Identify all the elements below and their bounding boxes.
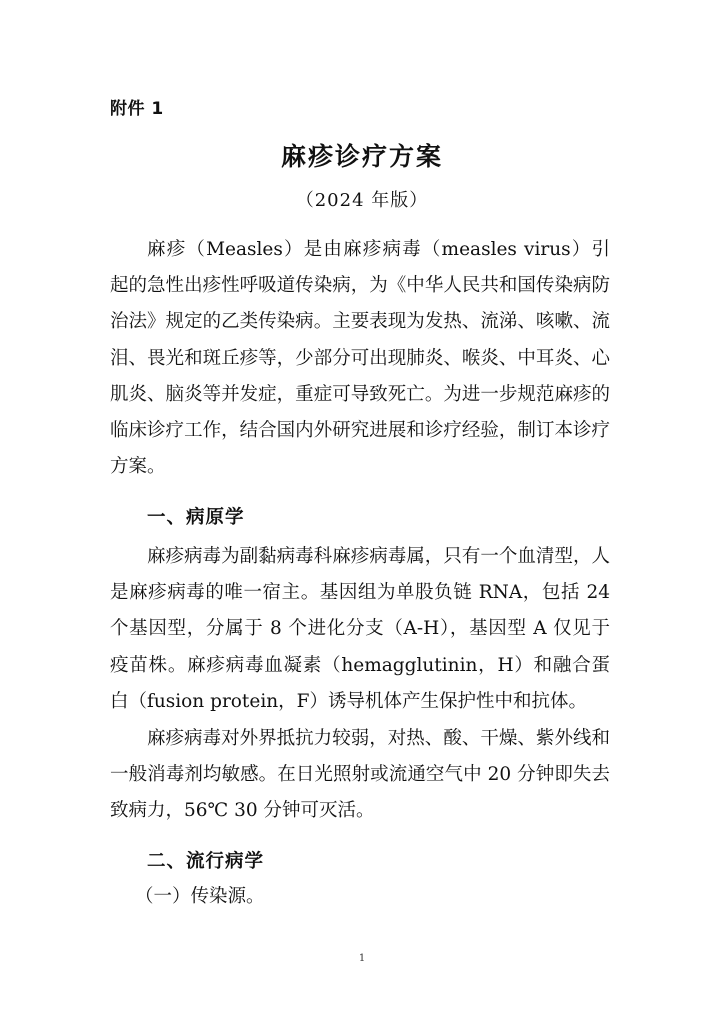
section-heading-pathogen: 一、病原学 — [147, 507, 245, 528]
document-edition: （2024 年版） — [295, 190, 429, 211]
section-heading-epidemiology: 二、流行病学 — [147, 851, 265, 872]
pathogen-paragraph-1: 麻疹病毒为副黏病毒科麻疹病毒属，只有一个血清型，人是麻疹病毒的唯一宿主。基因组为单股负链 RNA，包括 24 个基因型，分属于 8 个进化分支（A-H），基因型 A 仅见于疫苗株。麻疹病毒血凝素（hemagglutinin，H）和融合蛋白（fusion protein，F）诱导机体产生保护性中和抗体。 — [110, 546, 610, 712]
pathogen-paragraph-2: 麻疹病毒对外界抵抗力较弱，对热、酸、干燥、紫外线和一般消毒剂均敏感。在日光照射或流通空气中 20 分钟即失去致病力，56℃ 30 分钟可灭活。 — [110, 728, 610, 822]
subheading-infection-source: （一）传染源。 — [135, 886, 265, 907]
document-title: 麻疹诊疗方案 — [280, 142, 443, 171]
intro-paragraph: 麻疹（Measles）是由麻疹病毒（measles virus）引起的急性出疹性呼吸道传染病，为《中华人民共和国传染病防治法》规定的乙类传染病。主要表现为发热、流涕、咳嗽、流泪、畏光和斑丘疹等，少部分可出现肺炎、喉炎、中耳炎、心肌炎、脑炎等并发症，重症可导致死亡。为进一步规范麻疹的临床诊疗工作，结合国内外研究进展和诊疗经验，制订本诊疗方案。 — [110, 239, 610, 478]
attachment-label: 附件 1 — [110, 99, 164, 119]
page-number: 1 — [358, 953, 366, 964]
